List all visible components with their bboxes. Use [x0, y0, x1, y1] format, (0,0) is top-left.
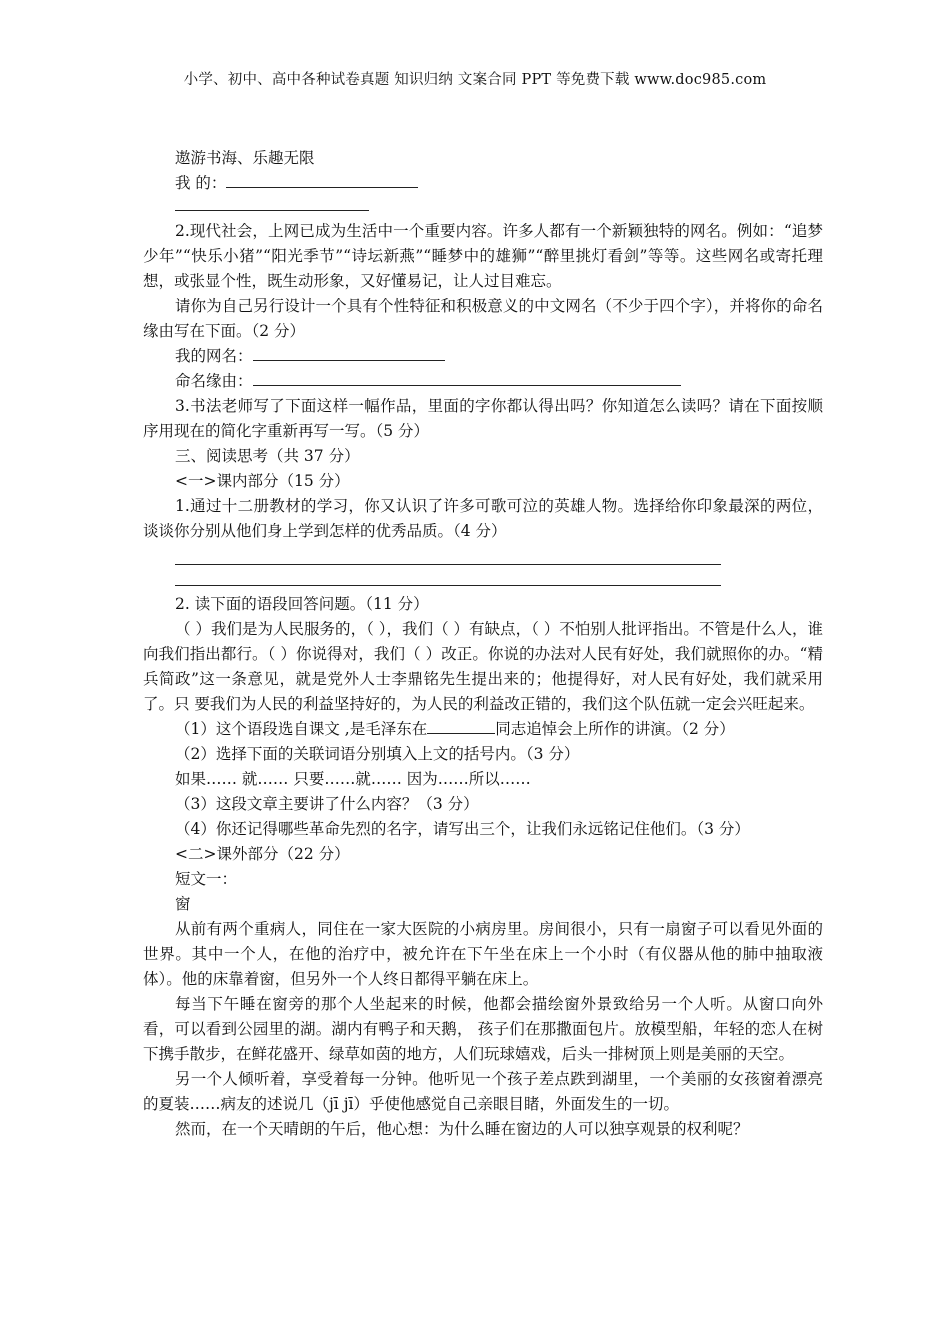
sq1-part-a: （1）这个语段选自课文 ,是毛泽东在 [175, 720, 428, 738]
q1-answer-line-1[interactable] [175, 544, 721, 565]
sub-question-4: （4）你还记得哪些革命先烈的名字，请写出三个，让我们永远铭记住他们。（3 分） [175, 820, 750, 838]
passage: （ ）我们是为人民服务的，（ ），我们（ ）有缺点，（ ）不怕别人批评指出。不管是什么人，谁向我们指出都行。（ ）你说得对，我们（ ）改正。你说的办法对人民有好处，我们就照你的办。“精兵简政”这一条意见，就是党外人士李鼎铭先生提出来的；他提得好，对人民有好处，我们就采用了。只 要我们为人民的利益坚持好的，为人民的利益改正错的，我们这个队伍就一定会兴旺起来。 [143, 620, 823, 713]
short-passage-label: 短文一： [175, 870, 238, 888]
sub-question-3: （3）这段文章主要讲了什么内容？（3 分） [175, 795, 479, 813]
mine-line [143, 171, 823, 196]
sub-question-2: （2）选择下面的关联词语分别填入上文的括号内。（3 分） [175, 745, 580, 763]
q1-answer-line-2[interactable] [175, 565, 721, 586]
part3-sub1: <一>课内部分（15 分） [175, 472, 350, 490]
mine-label: 我 的： [175, 174, 227, 192]
connective-options: 如果…… 就…… 只要……就…… 因为……所以…… [175, 770, 531, 788]
story-para-1: 从前有两个重病人，同住在一家大医院的小病房里。房间很小，只有一扇窗子可以看见外面的世界。其中一个人，在他的治疗中，被允许在下午坐在床上一个小时（有仪器从他的肺中抽取液体）。他的床靠着窗，但另外一个人终日都得平躺在床上。 [143, 920, 823, 988]
reason-line [143, 369, 823, 394]
sub-question-1 [143, 717, 823, 742]
mine-answer-blank-2[interactable] [175, 196, 369, 211]
q3-text: 3.书法老师写了下面这样一幅作品，里面的字你都认得出吗？你知道怎么读吗？请在下面按顺序用现在的简化字重新再写一写。（5 分） [143, 397, 823, 440]
part3-q1: 1.通过十二册教材的学习，你又认识了许多可歌可泣的英雄人物。选择给你印象最深的两位，谈谈你分别从他们身上学到怎样的优秀品质。（4 分） [143, 497, 823, 540]
mine-answer-blank[interactable] [226, 171, 418, 188]
net-name-line [143, 344, 823, 369]
story-para-3: 另一个人倾听着，享受着每一分钟。他听见一个孩子差点跌到湖里，一个美丽的女孩窗着漂亮的夏装……病友的述说几（jī jī）乎使他感觉自己亲眼目睹，外面发生的一切。 [143, 1070, 823, 1113]
q2-intro: 2.现代社会，上网已成为生活中一个重要内容。许多人都有一个新颖独特的网名。例如：“追梦少年”“快乐小猪”“阳光季节”“诗坛新燕”“睡梦中的雄狮”“醉里挑灯看剑”等等。这些网名或寄托理想，或张显个性，既生动形象，又好懂易记，让人过目难忘。 [143, 222, 823, 290]
page-header: 小学、初中、高中各种试卷真题 知识归纳 文案合同 PPT 等免费下载 www.doc985.com [183, 72, 767, 88]
net-name-label: 我的网名： [175, 347, 253, 365]
sq1-blank[interactable] [427, 717, 495, 734]
part3-q2-title: 2. 读下面的语段回答问题。（11 分） [175, 595, 429, 613]
motto: 遨游书海、乐趣无限 [175, 149, 315, 167]
story-para-2: 每当下午睡在窗旁的那个人坐起来的时候，他都会描绘窗外景致给另一个人听。从窗口向外看，可以看到公园里的湖。湖内有鸭子和天鹅， 孩子们在那撒面包片。放模型船，年轻的恋人在树下携手散步，在鲜花盛开、绿草如茵的地方，人们玩球嬉戏，后头一排树顶上则是美丽的天空。 [143, 995, 823, 1063]
q2-instruction: 请你为自己另行设计一个具有个性特征和积极意义的中文网名（不少于四个字），并将你的命名缘由写在下面。（2 分） [143, 297, 823, 340]
reason-label: 命名缘由： [175, 372, 253, 390]
net-name-blank[interactable] [253, 344, 445, 361]
story-title: 窗 [175, 895, 191, 913]
part3-sub2: <二>课外部分（22 分） [175, 845, 350, 863]
document-body [143, 146, 823, 1142]
part3-title: 三、阅读思考（共 37 分） [175, 447, 360, 465]
reason-blank[interactable] [253, 369, 681, 386]
sq1-part-b: 同志追悼会上所作的讲演。（2 分） [495, 720, 735, 738]
story-para-4: 然而，在一个天晴朗的午后，他心想：为什么睡在窗边的人可以独享观景的权利呢？ [175, 1120, 749, 1138]
